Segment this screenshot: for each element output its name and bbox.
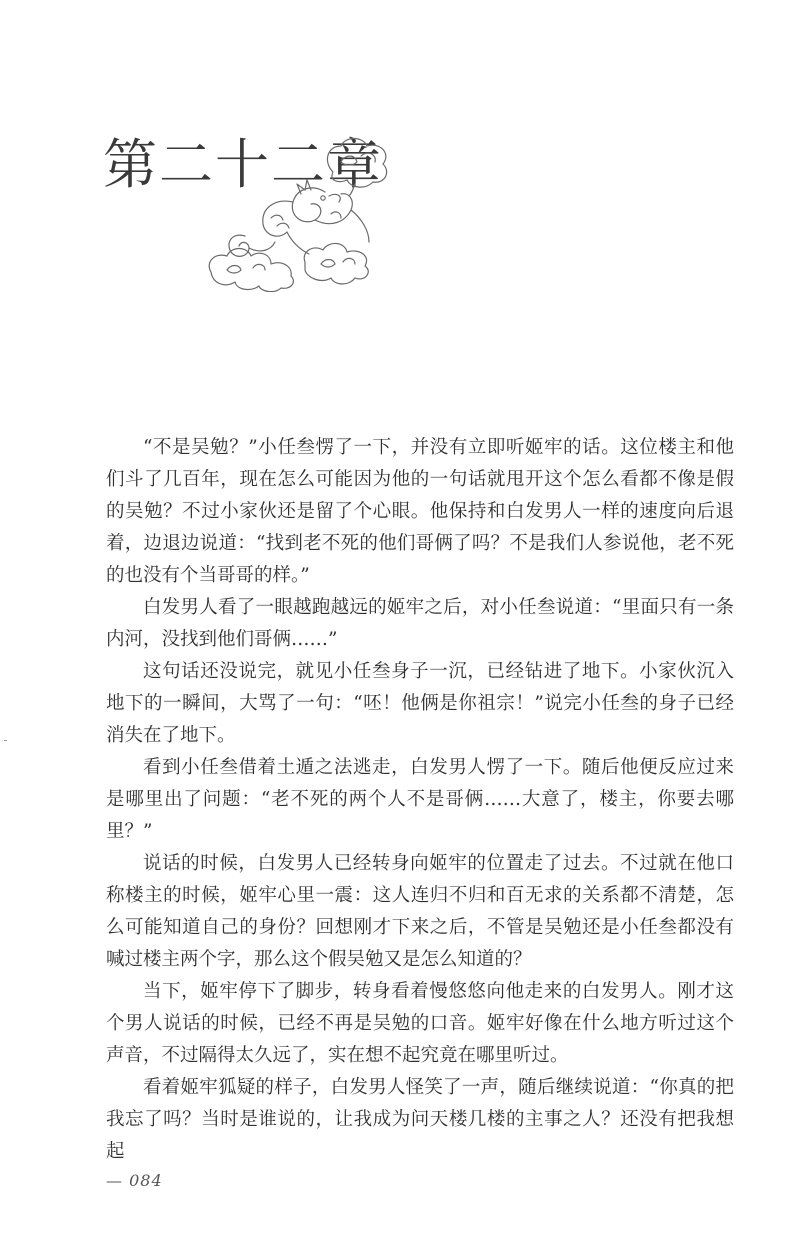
paragraph: 看着姬牢狐疑的样子，白发男人怪笑了一声，随后继续说道：“你真的把我忘了吗？当时是谁说的，让我成为问天楼几楼的主事之人？还没有把我想起 <box>106 1077 734 1162</box>
paragraph: 看到小任叁借着土遁之法逃走，白发男人愣了一下。随后他便反应过来是哪里出了问题：“老不死的两个人不是哥俩……大意了，楼主，你要去哪里？” <box>106 757 734 842</box>
margin-mark <box>4 740 7 741</box>
paragraph: 这句话还没说完，就见小任叁身子一沉，已经钻进了地下。小家伙沉入地下的一瞬间，大骂了一句：“呸！他俩是你祖宗！”说完小任叁的身子已经消失在了地下。 <box>106 661 734 746</box>
cloud-dragon-ornament-icon <box>205 132 397 292</box>
paragraph: 白发男人看了一眼越跑越远的姬牢之后，对小任叁说道：“里面只有一条内河，没找到他们哥俩……” <box>106 597 734 650</box>
chapter-title: 第二十二章 <box>103 133 383 196</box>
paragraph: 当下，姬牢停下了脚步，转身看着慢悠悠向他走来的白发男人。刚才这个男人说话的时候，已经不再是吴勉的口音。姬牢好像在什么地方听过这个声音，不过隔得太久远了，实在想不起究竟在哪里听过。 <box>106 981 734 1066</box>
paragraph: “不是吴勉？”小任叁愣了一下，并没有立即听姬牢的话。这位楼主和他们斗了几百年，现在怎么可能因为他的一句话就甩开这个怎么看都不像是假的吴勉？不过小家伙还是留了个心眼。他保持和白发男人一样的速度向后退着，边退边说道：“找到老不死的他们哥俩了吗？不是我们人参说他，老不死的也没有个当哥哥的样。” <box>106 437 734 586</box>
page-number: — 084 <box>106 1171 163 1190</box>
chapter-body <box>106 432 734 1168</box>
paragraph: 说话的时候，白发男人已经转身向姬牢的位置走了过去。不过就在他口称楼主的时候，姬牢心里一震：这人连归不归和百无求的关系都不清楚，怎么可能知道自己的身份？回想刚才下来之后，不管是吴勉还是小任叁都没有喊过楼主两个字，那么这个假吴勉又是怎么知道的？ <box>106 853 734 970</box>
